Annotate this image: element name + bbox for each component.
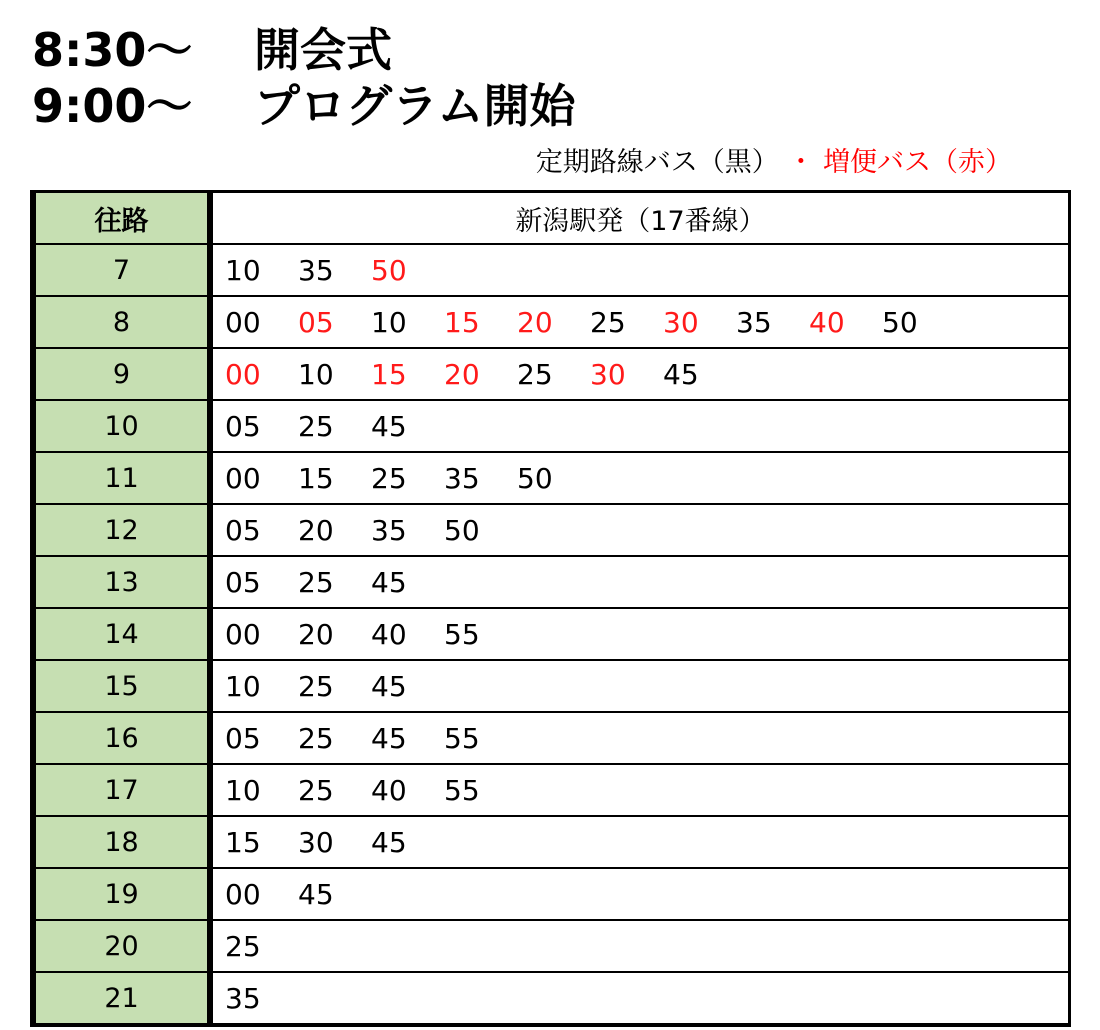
regular-bus-minute: 00 xyxy=(225,877,261,911)
extra-bus-minute: 15 xyxy=(444,305,480,339)
regular-bus-minute: 15 xyxy=(225,825,261,859)
regular-bus-minute: 35 xyxy=(371,513,407,547)
hour-cell: 21 xyxy=(33,972,210,1025)
regular-bus-minute: 25 xyxy=(298,721,334,755)
regular-bus-minute: 35 xyxy=(736,305,772,339)
regular-bus-minute: 00 xyxy=(225,461,261,495)
hour-cell: 20 xyxy=(33,920,210,972)
regular-bus-minute: 50 xyxy=(444,513,480,547)
legend-regular: 定期路線バス（黒） xyxy=(535,147,779,178)
hour-cell: 17 xyxy=(33,764,210,816)
departure-minutes-cell xyxy=(210,608,1070,660)
regular-bus-minute: 40 xyxy=(371,617,407,651)
regular-bus-minute: 45 xyxy=(371,409,407,443)
regular-bus-minute: 25 xyxy=(590,305,626,339)
hour-cell: 12 xyxy=(33,504,210,556)
hour-cell: 10 xyxy=(33,400,210,452)
hour-cell: 19 xyxy=(33,868,210,920)
regular-bus-minute: 05 xyxy=(225,409,261,443)
regular-bus-minute: 45 xyxy=(371,721,407,755)
regular-bus-minute: 10 xyxy=(225,773,261,807)
departure-minutes-cell xyxy=(210,712,1070,764)
regular-bus-minute: 25 xyxy=(298,773,334,807)
heading-label: 開会式 xyxy=(254,23,392,77)
regular-bus-minute: 40 xyxy=(371,773,407,807)
departure-minutes-cell xyxy=(210,556,1070,608)
regular-bus-minute: 35 xyxy=(298,253,334,287)
regular-bus-minute: 25 xyxy=(298,409,334,443)
bus-timetable xyxy=(30,190,1071,1027)
departure-minutes-cell xyxy=(210,400,1070,452)
heading-time: 9:00～ xyxy=(32,79,193,133)
timetable-row xyxy=(33,868,1070,920)
departure-minutes-cell xyxy=(210,348,1070,400)
regular-bus-minute: 45 xyxy=(371,669,407,703)
hour-column-header: 往路 xyxy=(33,192,210,245)
extra-bus-minute: 30 xyxy=(663,305,699,339)
timetable-row xyxy=(33,920,1070,972)
extra-bus-minute: 40 xyxy=(809,305,845,339)
timetable-header-row xyxy=(33,192,1070,245)
regular-bus-minute: 05 xyxy=(225,513,261,547)
timetable-row xyxy=(33,296,1070,348)
hour-cell: 11 xyxy=(33,452,210,504)
regular-bus-minute: 20 xyxy=(298,617,334,651)
extra-bus-minute: 50 xyxy=(371,253,407,287)
regular-bus-minute: 30 xyxy=(298,825,334,859)
regular-bus-minute: 00 xyxy=(225,617,261,651)
timetable-row xyxy=(33,400,1070,452)
extra-bus-minute: 00 xyxy=(225,357,261,391)
regular-bus-minute: 10 xyxy=(371,305,407,339)
regular-bus-minute: 35 xyxy=(444,461,480,495)
hour-cell: 7 xyxy=(33,244,210,296)
hour-cell: 9 xyxy=(33,348,210,400)
departure-minutes-cell xyxy=(210,764,1070,816)
extra-bus-minute: 30 xyxy=(590,357,626,391)
regular-bus-minute: 10 xyxy=(225,253,261,287)
regular-bus-minute: 25 xyxy=(298,565,334,599)
hour-cell: 14 xyxy=(33,608,210,660)
timetable-row xyxy=(33,608,1070,660)
hour-cell: 18 xyxy=(33,816,210,868)
extra-bus-minute: 15 xyxy=(371,357,407,391)
timetable-row xyxy=(33,244,1070,296)
timetable-row xyxy=(33,816,1070,868)
departure-minutes-cell xyxy=(210,868,1070,920)
hour-cell: 13 xyxy=(33,556,210,608)
regular-bus-minute: 45 xyxy=(298,877,334,911)
departure-minutes-cell xyxy=(210,972,1070,1025)
regular-bus-minute: 55 xyxy=(444,773,480,807)
hour-cell: 16 xyxy=(33,712,210,764)
extra-bus-minute: 05 xyxy=(298,305,334,339)
regular-bus-minute: 25 xyxy=(517,357,553,391)
departure-column-header: 新潟駅発（17番線） xyxy=(210,192,1070,245)
departure-minutes-cell xyxy=(210,816,1070,868)
departure-minutes-cell xyxy=(210,504,1070,556)
timetable-row xyxy=(33,712,1070,764)
regular-bus-minute: 50 xyxy=(517,461,553,495)
regular-bus-minute: 05 xyxy=(225,565,261,599)
regular-bus-minute: 00 xyxy=(225,305,261,339)
timetable-row xyxy=(33,452,1070,504)
bus-color-legend xyxy=(536,145,1012,181)
timetable-row xyxy=(33,504,1070,556)
hour-cell: 8 xyxy=(33,296,210,348)
legend-extra: 増便バス（赤） xyxy=(823,147,1012,178)
regular-bus-minute: 45 xyxy=(371,565,407,599)
regular-bus-minute: 25 xyxy=(371,461,407,495)
regular-bus-minute: 15 xyxy=(298,461,334,495)
departure-minutes-cell xyxy=(210,920,1070,972)
schedule-heading-program xyxy=(32,78,576,134)
regular-bus-minute: 50 xyxy=(882,305,918,339)
departure-minutes-cell xyxy=(210,660,1070,712)
timetable-row xyxy=(33,556,1070,608)
timetable-row xyxy=(33,972,1070,1025)
timetable-row xyxy=(33,348,1070,400)
regular-bus-minute: 05 xyxy=(225,721,261,755)
regular-bus-minute: 55 xyxy=(444,617,480,651)
departure-minutes-cell xyxy=(210,296,1070,348)
regular-bus-minute: 45 xyxy=(371,825,407,859)
departure-minutes-cell xyxy=(210,244,1070,296)
timetable-row xyxy=(33,764,1070,816)
heading-time: 8:30～ xyxy=(32,23,193,77)
extra-bus-minute: 20 xyxy=(444,357,480,391)
regular-bus-minute: 10 xyxy=(298,357,334,391)
regular-bus-minute: 10 xyxy=(225,669,261,703)
regular-bus-minute: 25 xyxy=(298,669,334,703)
departure-minutes-cell xyxy=(210,452,1070,504)
legend-separator: ・ xyxy=(787,147,815,178)
regular-bus-minute: 25 xyxy=(225,929,261,963)
regular-bus-minute: 55 xyxy=(444,721,480,755)
regular-bus-minute: 45 xyxy=(663,357,699,391)
heading-label: プログラム開始 xyxy=(254,79,576,133)
extra-bus-minute: 20 xyxy=(517,305,553,339)
timetable-row xyxy=(33,660,1070,712)
regular-bus-minute: 35 xyxy=(225,981,261,1015)
regular-bus-minute: 20 xyxy=(298,513,334,547)
hour-cell: 15 xyxy=(33,660,210,712)
schedule-heading-opening xyxy=(32,22,392,78)
